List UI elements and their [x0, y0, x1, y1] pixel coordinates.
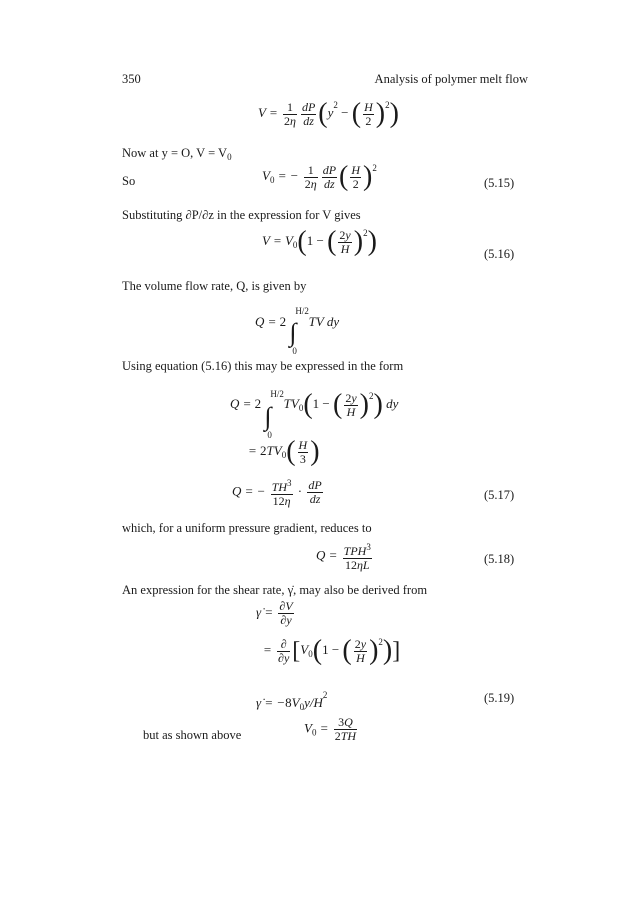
volume-flow-text: The volume flow rate, Q, is given by [122, 279, 307, 293]
equation-5-17: Q = − $\frac{TH^3}{12\eta}$ · $\frac{dP}{dz}$ [232, 478, 322, 508]
equation-5-16: $V = V_0(1$ − ( $\frac{2y}{H}$ )$^2$) [262, 226, 377, 258]
equation-5-19: γ̇ = $-8V_0y/H^2$ [256, 690, 328, 712]
but-as-shown-text: but as shown above [143, 728, 242, 742]
now-at-line [122, 146, 232, 164]
equation-number-5-19: (5.19) [484, 691, 515, 705]
equation-shear-rate-definition: γ̇ = $\frac{\partial V}{\partial y}$ [256, 599, 293, 627]
using-equation-text: Using equation (5.16) this may be expressed in the form [122, 359, 404, 373]
equation-volume-flow-substituted: Q = 2 H/2 ∫ 0 $TV_0(1$ − ( $\frac{2y}{H}$ )$^2$) dy [230, 389, 399, 441]
expression-shear-text: An expression for the shear rate, γ̇, may also be derived from [122, 583, 428, 597]
which-for-text: which, for a uniform pressure gradient, reduces to [122, 521, 372, 535]
equation-number-5-18: (5.18) [484, 552, 515, 566]
running-title: Analysis of polymer melt flow [374, 72, 528, 86]
equation-v0-result: $V_0$ = $\frac{3Q}{2TH}$ [304, 715, 357, 743]
equation-number-5-15: (5.15) [484, 176, 515, 190]
equation-number-5-16: (5.16) [484, 247, 515, 261]
now-at-subscript: 0 [227, 152, 232, 162]
now-at-text: Now at y = O, V = V [122, 146, 228, 160]
equation-shear-rate-derivative: = $\frac{\partial}{\partial y}$ [$V_0(1$ − ( $\frac{2y}{H}$ )$^2$)] [263, 635, 401, 667]
so-label: So [122, 174, 136, 188]
page-number: 350 [122, 72, 141, 86]
equation-volume-flow-integral: Q = 2 H/2 ∫ 0 TV dy [255, 306, 340, 357]
equation-5-15: $V_0$ = − $\frac{1}{2\eta}$ $\frac{dP}{dz}$ ( $\frac{H}{2}$ )$^2$ [262, 161, 377, 193]
substituting-text: Substituting ∂P/∂z in the expression for V gives [122, 208, 361, 222]
equation-volume-flow-result: = $2TV_0$( $\frac{H}{3}$ ) [248, 436, 320, 467]
equation-number-5-17: (5.17) [484, 488, 515, 502]
equation-5-18: Q = $\frac{TPH^3}{12\eta L}$ [316, 542, 371, 572]
equation-velocity-profile: V = $\frac{1}{2\eta}$ $\frac{dP}{dz}$ ($y^2$ − ( $\frac{H}{2}$ )$^2$) [258, 98, 399, 130]
